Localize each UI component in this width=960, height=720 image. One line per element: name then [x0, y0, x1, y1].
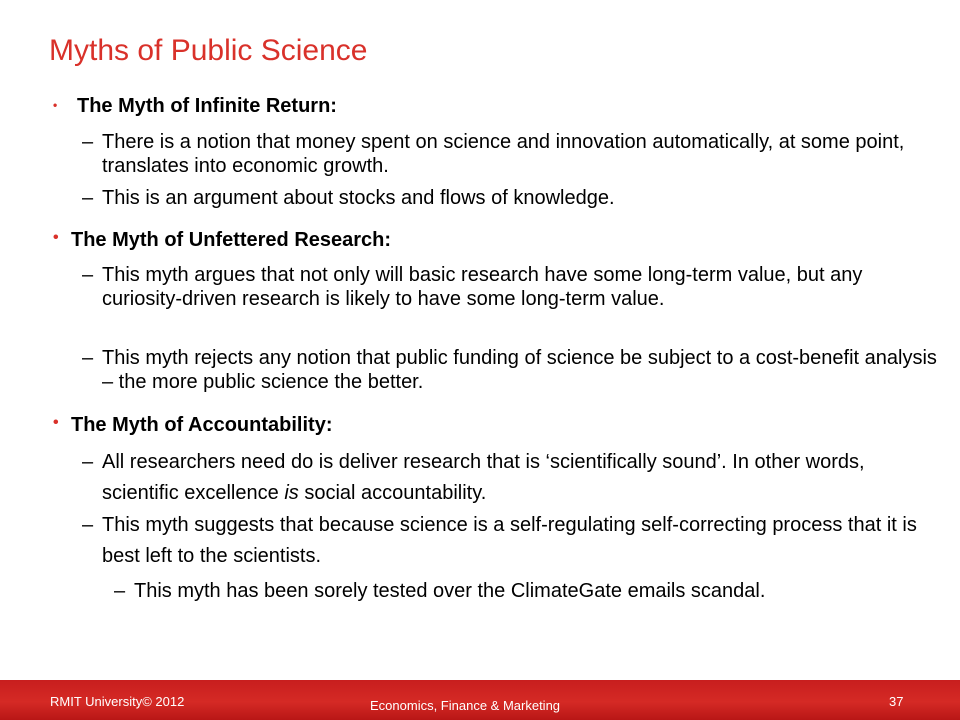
sub-point: – This myth argues that not only will basic research have some long-term value, but any curiosity-driven research is likely to have some long-term value.: [82, 264, 863, 310]
slide-body: • The Myth of Infinite Return: – There is a notion that money spent on science and innovation automatically, at some point, translates into economic growth. – This is an argument about stocks and flows of knowledge. • The Myth of Unfettered Research: – This myth argues that not only will basic research have some long-term value, but any curiosity-driven research is likely to have some long-term value. – This myth rejects any notion that public funding of science be subject to a cost-benefit analysis – the more public science the better. • The Myth of Accountability: – All researchers need do is deliver research that is ‘scientifically sound’. In other words, scientific excellence is social accountability. – This myth suggests that because science is a self-regulating self-correcting process that it is best left to the scientists. – This myth has been sorely tested over the ClimateGate emails scandal.: [0, 0, 960, 680]
sub-point: – This myth rejects any notion that public funding of science be subject to a cost-benefit analysis – the more public science the better.: [82, 347, 937, 393]
footer-bar: [0, 680, 960, 720]
bullet-icon: •: [53, 98, 58, 112]
sub-point: – This myth suggests that because science is a self-regulating self-correcting process that it is best left to the scientists.: [82, 510, 942, 572]
dash-icon: –: [82, 347, 94, 369]
dash-icon: –: [82, 264, 94, 286]
dash-icon: –: [82, 187, 94, 209]
dash-icon: –: [114, 580, 126, 602]
sub-point: – This is an argument about stocks and flows of knowledge.: [82, 187, 615, 209]
dash-icon: –: [82, 514, 94, 536]
slide-title: Myths of Public Science: [49, 34, 368, 67]
dash-icon: –: [82, 131, 94, 153]
sub-point: – There is a notion that money spent on science and innovation automatically, at some point, translates into economic growth.: [82, 131, 905, 177]
emphasis-is: is: [284, 482, 299, 504]
bullet-icon: •: [53, 414, 59, 431]
sub-point: – All researchers need do is deliver research that is ‘scientifically sound’. In other words, scientific excellence is social accountability.: [82, 447, 942, 509]
footer-copyright: RMIT University© 2012: [50, 694, 185, 709]
page-number: 37: [889, 694, 904, 709]
bullet-icon: •: [53, 229, 59, 246]
sub-sub-point: – This myth has been sorely tested over the ClimateGate emails scandal.: [114, 580, 766, 602]
dash-icon: –: [82, 451, 94, 473]
footer-department: Economics, Finance & Marketing: [370, 698, 561, 713]
